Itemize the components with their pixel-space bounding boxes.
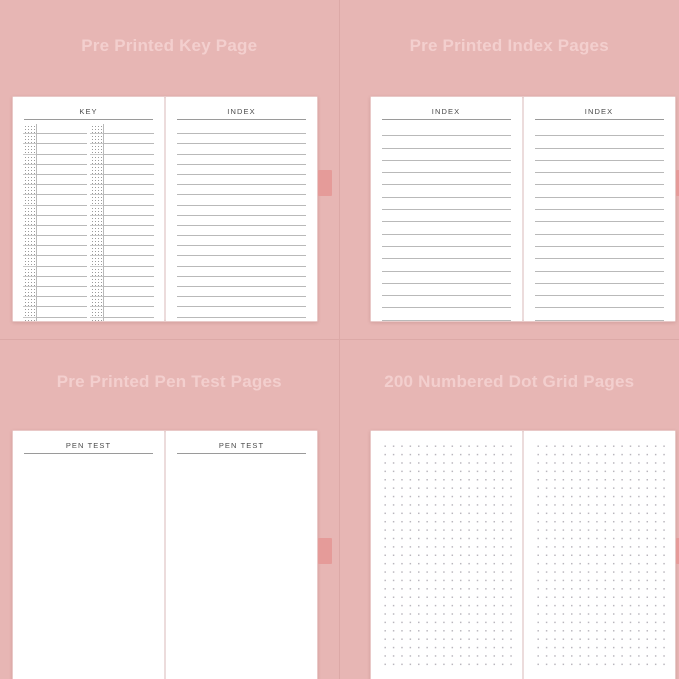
bookmark-ribbon bbox=[318, 170, 332, 196]
page-header-key: KEY bbox=[24, 107, 153, 120]
page-header-pen-test-right: PEN TEST bbox=[177, 441, 306, 454]
key-write-lines-2 bbox=[104, 124, 154, 321]
key-column-1 bbox=[23, 124, 87, 321]
panel-dot-grid-pages bbox=[340, 340, 679, 679]
panel-key-page bbox=[0, 0, 340, 340]
page-header-index-left: INDEX bbox=[382, 107, 511, 120]
page-header-index: INDEX bbox=[177, 107, 306, 120]
page-index-left bbox=[371, 97, 522, 321]
notebook-index-pages bbox=[370, 96, 676, 322]
bookmark-ribbon bbox=[318, 538, 332, 564]
page-index-right bbox=[524, 97, 675, 321]
key-column-2 bbox=[90, 124, 154, 321]
panel-title-index-pages: Pre Printed Index Pages bbox=[409, 36, 609, 55]
page-pen-test-right bbox=[166, 431, 317, 679]
key-checkbox-column-2 bbox=[90, 124, 104, 321]
blank-area-right bbox=[173, 458, 310, 679]
index-lines bbox=[177, 124, 306, 321]
panel-pen-test-pages bbox=[0, 340, 340, 679]
panel-title-dot-grid-pages: 200 Numbered Dot Grid Pages bbox=[384, 371, 635, 391]
page-dot-grid-right bbox=[524, 431, 675, 679]
page-index bbox=[166, 97, 317, 321]
notebook-key-page bbox=[12, 96, 318, 322]
key-checkbox-column-1 bbox=[23, 124, 37, 321]
page-header-index-right: INDEX bbox=[535, 107, 664, 120]
page-pen-test-left bbox=[13, 431, 164, 679]
panel-title-key-page: Pre Printed Key Page bbox=[81, 36, 258, 55]
page-dot-grid-left bbox=[371, 431, 522, 679]
bookmark-ribbon bbox=[676, 170, 679, 196]
key-table bbox=[23, 124, 154, 321]
dot-grid-right bbox=[533, 441, 666, 671]
panel-index-pages bbox=[340, 0, 679, 340]
notebook-dot-grid-pages bbox=[370, 430, 676, 679]
key-write-lines-1 bbox=[37, 124, 87, 321]
index-lines-right bbox=[535, 124, 664, 321]
page-key bbox=[13, 97, 164, 321]
panel-title-pen-test-pages: Pre Printed Pen Test Pages bbox=[56, 371, 282, 391]
page-header-pen-test-left: PEN TEST bbox=[24, 441, 153, 454]
index-lines-left bbox=[382, 124, 511, 321]
bookmark-ribbon bbox=[676, 538, 679, 564]
notebook-pen-test-pages bbox=[12, 430, 318, 679]
blank-area-left bbox=[20, 458, 157, 679]
dot-grid-left bbox=[380, 441, 513, 671]
